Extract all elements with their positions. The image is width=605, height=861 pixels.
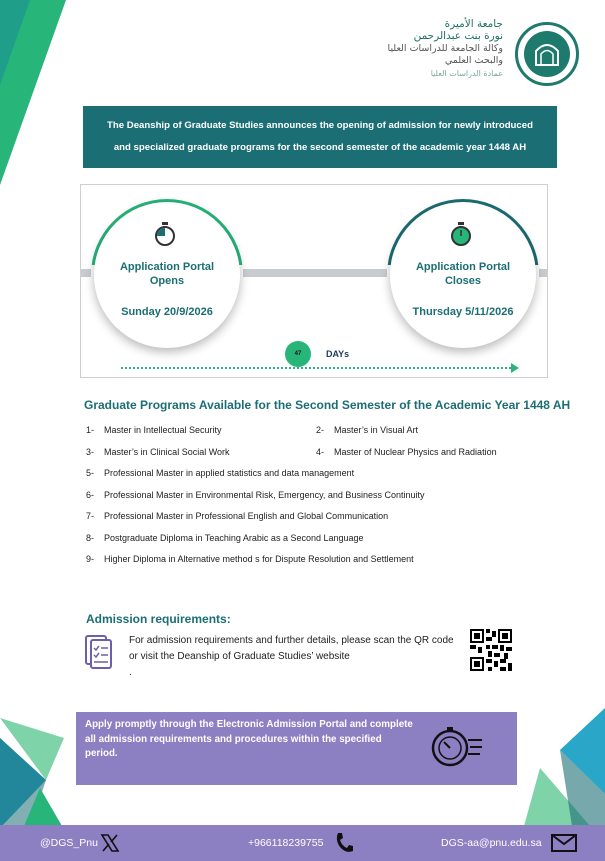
requirements-text: For admission requirements and further details, please scan the QR code or visit the Deanship of Graduate Studies’ website .: [129, 635, 454, 678]
program-item: 8- Postgraduate Diploma in Teaching Arabic as a Second Language: [86, 533, 364, 543]
program-item: 4- Master of Nuclear Physics and Radiation: [316, 447, 497, 457]
envelope-icon: [551, 834, 577, 852]
logo-text: [303, 18, 503, 80]
contact-footer: [0, 825, 605, 861]
social-handle[interactable]: @DGS_Pnu: [40, 837, 98, 849]
apply-text: Apply promptly through the Electronic Admission Portal and complete all admission requirements and procedures within the specified period.: [85, 719, 413, 759]
announcement-banner: [83, 106, 557, 168]
logo-line: عمادة الدراسات العليا: [430, 68, 503, 78]
corner-decoration-bottom-left: [0, 718, 80, 828]
duration-arrow: [121, 367, 511, 371]
email-address[interactable]: DGS-aa@pnu.edu.sa: [441, 837, 542, 849]
program-item: 1- Master in Intellectual Security: [86, 425, 222, 435]
qr-code[interactable]: [470, 628, 512, 672]
banner-line-1: The Deanship of Graduate Studies announces the opening of admission for newly introduced: [107, 120, 533, 131]
program-item: 5- Professional Master in applied statistics and data management: [86, 468, 355, 478]
x-twitter-icon[interactable]: [100, 833, 120, 853]
phone-icon: [334, 832, 354, 854]
logo-line: وكالة الجامعة للدراسات العليا: [387, 42, 503, 54]
close-title: Application Portal Closes: [415, 261, 511, 287]
corner-decoration-top-left: [0, 0, 110, 200]
application-timeline: [80, 184, 548, 378]
programs-heading: Graduate Programs Available for the Second Semester of the Academic Year 1448 AH: [84, 398, 571, 412]
logo-line: نورة بنت عبدالرحمن: [413, 30, 503, 43]
fast-timer-icon: [428, 722, 484, 770]
portal-closes-card: [390, 202, 536, 348]
logo-line: والبحث العلمي: [444, 55, 503, 67]
stopwatch-icon: [450, 222, 472, 246]
university-logo: [279, 14, 579, 100]
program-item: 3- Master’s in Clinical Social Work: [86, 447, 230, 457]
open-title: Application Portal Opens: [119, 261, 215, 287]
days-count-badge: 47: [285, 341, 311, 367]
apply-notice: [76, 712, 517, 785]
days-label: DAYs: [326, 349, 350, 359]
banner-line-2: and specialized graduate programs for the second semester of the academic year 1448 AH: [113, 142, 527, 153]
document-checklist-icon: [82, 634, 114, 670]
stopwatch-icon: [154, 222, 176, 246]
open-date: Sunday 20/9/2026: [121, 306, 213, 318]
portal-opens-card: [94, 202, 240, 348]
phone-number[interactable]: +966118239755: [248, 837, 324, 849]
university-seal-icon: [515, 22, 579, 86]
program-item: 6- Professional Master in Environmental Risk, Emergency, and Business Continuity: [86, 490, 425, 500]
close-date: Thursday 5/11/2026: [412, 306, 514, 318]
program-item: 2- Master’s in Visual Art: [316, 425, 419, 435]
corner-decoration-bottom-right: [520, 708, 605, 826]
logo-line: جامعة الأميرة: [444, 18, 503, 30]
program-item: 7- Professional Master in Professional English and Global Communication: [86, 511, 389, 521]
requirements-heading: Admission requirements:: [86, 612, 231, 626]
program-item: 9- Higher Diploma in Alternative method s for Dispute Resolution and Settlement: [86, 554, 414, 564]
